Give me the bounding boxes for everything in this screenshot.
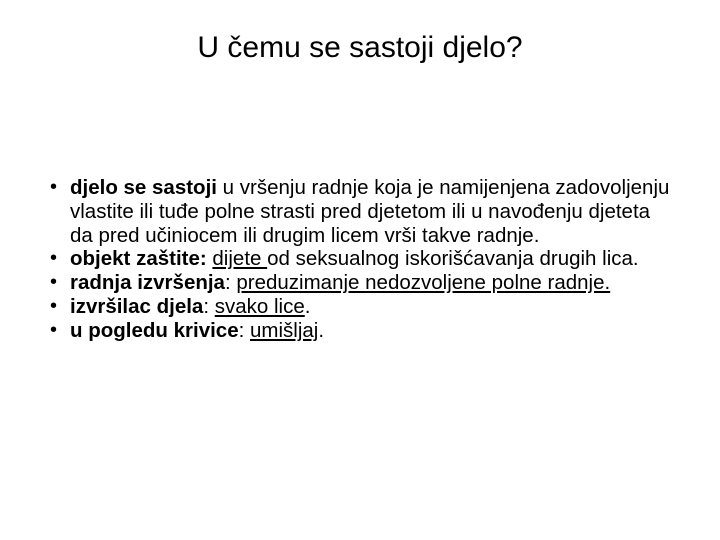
bullet-text: u vršenju radnje koja je namijenjena zadovoljenju vlastite ili tuđe polne strasti pred djetetom ili u navođenju djeteta da pred učiniocem ili drugim licem vrši takve radnje. — [70, 176, 670, 247]
bullet-term: radnja izvršenja — [70, 271, 225, 295]
slide-title: U čemu se sastoji djelo? — [197, 31, 523, 64]
bullet-separator: : — [238, 318, 251, 342]
bullet-list — [50, 176, 675, 343]
bullet-term: objekt zaštite: — [70, 247, 207, 271]
bullet-dot-icon: • — [50, 318, 58, 341]
bullet-text: od seksualnog iskorišćavanja drugih lica. — [267, 247, 639, 271]
bullet-item-objekt — [50, 247, 675, 271]
bullet-emphasis: umišljaj — [250, 318, 319, 342]
bullet-term: u pogledu krivice — [70, 318, 239, 342]
bullet-dot-icon: • — [50, 176, 58, 198]
bullet-item-izvrsilac — [50, 295, 675, 319]
bullet-term: izvršilac djela — [70, 294, 204, 318]
bullet-dot-icon: • — [50, 271, 58, 294]
bullet-emphasis: preduzimanje nedozvoljene polne radnje. — [236, 271, 611, 295]
bullet-text: . — [304, 294, 311, 318]
bullet-dot-icon: • — [50, 294, 58, 317]
bullet-separator: : — [224, 271, 237, 295]
bullet-emphasis: dijete — [212, 247, 268, 271]
bullet-text: . — [318, 318, 325, 342]
bullet-item-djelo — [50, 176, 675, 247]
bullet-term: djelo se sastoji — [70, 176, 217, 199]
bullet-dot-icon: • — [50, 247, 58, 270]
bullet-separator: : — [203, 294, 215, 318]
bullet-emphasis: svako lice — [214, 294, 305, 318]
bullet-item-krivica — [50, 319, 675, 343]
bullet-item-radnja — [50, 271, 675, 295]
